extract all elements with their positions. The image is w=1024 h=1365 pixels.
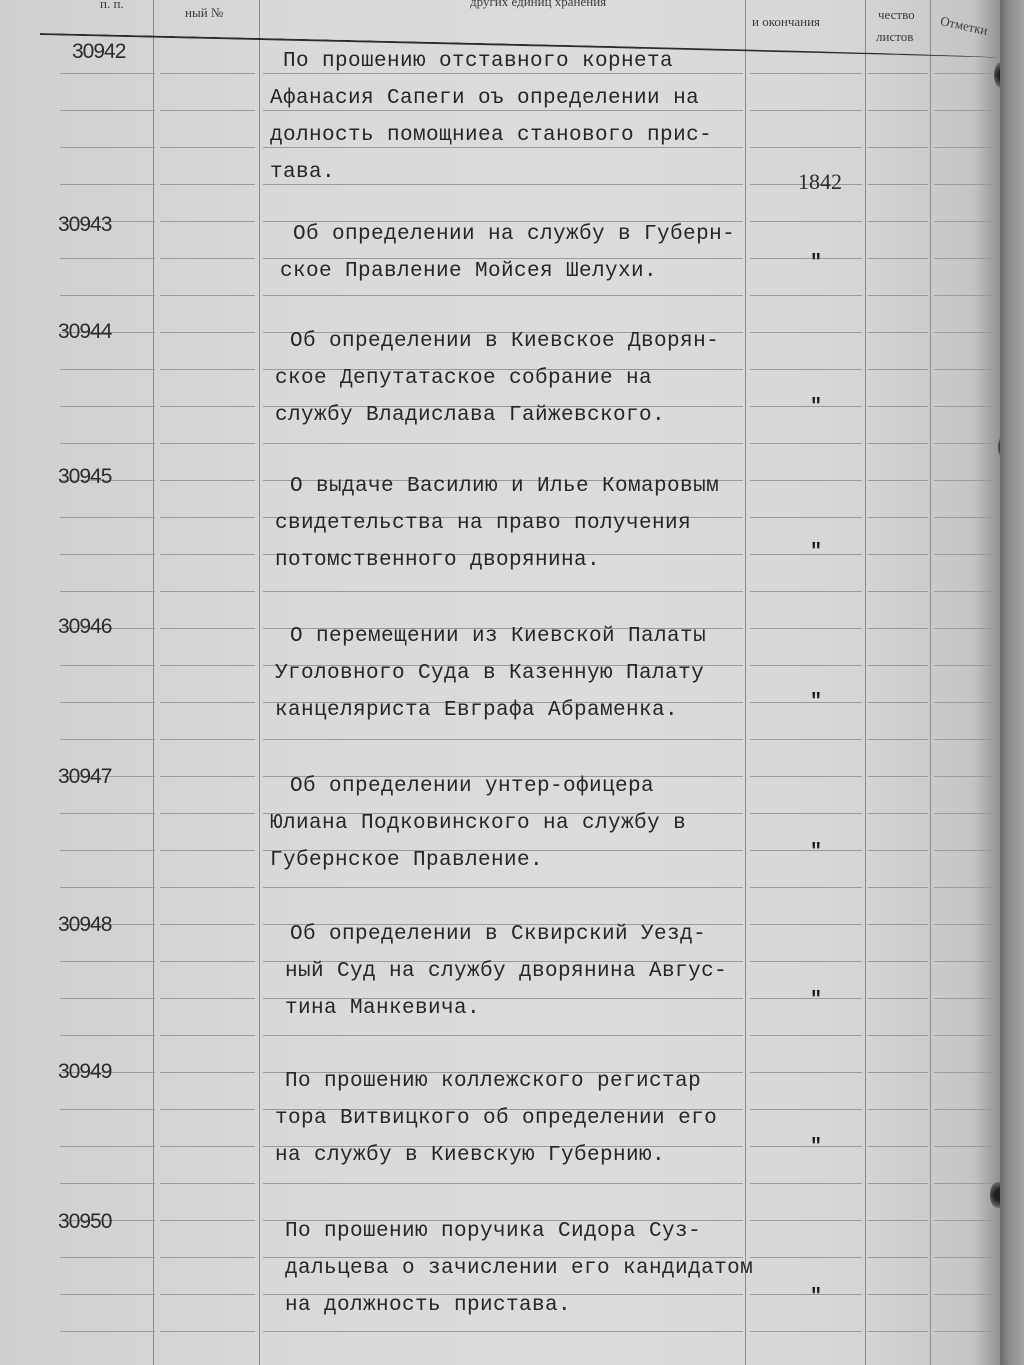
ruled-line bbox=[160, 554, 255, 555]
ruled-line bbox=[160, 665, 255, 666]
ruled-line bbox=[868, 850, 928, 851]
entry-number: 30947 bbox=[58, 765, 112, 788]
ruled-line bbox=[934, 1183, 996, 1184]
ruled-line bbox=[160, 776, 255, 777]
ruled-line bbox=[60, 443, 155, 444]
entry-description-line: ское Депутатаское собрание на bbox=[275, 367, 653, 390]
ruled-line bbox=[750, 813, 862, 814]
entry-description-line: ный Суд на службу дворянина Авгус- bbox=[285, 960, 728, 983]
ruled-line bbox=[750, 1109, 862, 1110]
ruled-line bbox=[934, 739, 996, 740]
ruled-line bbox=[60, 813, 155, 814]
ruled-line bbox=[868, 628, 928, 629]
ruled-line bbox=[868, 1294, 928, 1295]
ruled-line bbox=[868, 887, 928, 888]
header-col-description: других единиц хранения bbox=[470, 0, 607, 9]
ruled-line bbox=[868, 406, 928, 407]
entry-number: 30949 bbox=[58, 1060, 112, 1083]
book-binding-edge bbox=[1000, 0, 1024, 1365]
ruled-line bbox=[263, 258, 743, 259]
ruled-line bbox=[868, 591, 928, 592]
ruled-line bbox=[160, 295, 255, 296]
ruled-line bbox=[868, 480, 928, 481]
ruled-line bbox=[263, 110, 743, 111]
ruled-line bbox=[868, 924, 928, 925]
ruled-line bbox=[60, 517, 155, 518]
ruled-line bbox=[750, 887, 862, 888]
ruled-line bbox=[160, 369, 255, 370]
ruled-line bbox=[263, 295, 743, 296]
ruled-line bbox=[934, 443, 996, 444]
ruled-line bbox=[934, 369, 996, 370]
ruled-line bbox=[160, 813, 255, 814]
entry-date: 1842 bbox=[798, 169, 842, 194]
entry-description-line: О выдаче Василию и Ильe Комаровым bbox=[290, 475, 720, 498]
entry-description-line: тора Витвицкого об определении его bbox=[275, 1107, 718, 1130]
ruled-line bbox=[868, 1220, 928, 1221]
ruled-line bbox=[60, 1146, 155, 1147]
ruled-line bbox=[934, 480, 996, 481]
ruled-line bbox=[750, 369, 862, 370]
entry-description-line: тина Манкевича. bbox=[285, 997, 481, 1020]
header-col-notes: Отметки bbox=[938, 13, 990, 38]
ruled-line bbox=[60, 110, 155, 111]
ditto-mark: " bbox=[810, 396, 823, 419]
entry-description-line: По прошению поручика Сидора Суз- bbox=[285, 1220, 702, 1243]
entry-number: 30944 bbox=[58, 320, 112, 343]
ruled-line bbox=[160, 1072, 255, 1073]
ruled-line bbox=[750, 591, 862, 592]
ruled-line bbox=[934, 147, 996, 148]
ruled-line bbox=[263, 1035, 743, 1036]
ruled-line bbox=[263, 1331, 743, 1332]
ruled-line bbox=[868, 1109, 928, 1110]
ruled-line bbox=[750, 776, 862, 777]
ruled-line bbox=[934, 591, 996, 592]
ruled-line bbox=[160, 1109, 255, 1110]
ruled-line bbox=[934, 961, 996, 962]
ruled-line bbox=[750, 1220, 862, 1221]
ruled-line bbox=[160, 332, 255, 333]
entry-number: 30945 bbox=[58, 465, 112, 488]
ruled-line bbox=[60, 258, 155, 259]
ruled-line bbox=[934, 1220, 996, 1221]
ruled-line bbox=[60, 1183, 155, 1184]
header-col-archive-number: ный № bbox=[185, 5, 224, 20]
ruled-line bbox=[750, 221, 862, 222]
ruled-line bbox=[868, 295, 928, 296]
ruled-line bbox=[750, 295, 862, 296]
ruled-line bbox=[160, 887, 255, 888]
ruled-line bbox=[750, 1146, 862, 1147]
entry-description-line: По прошению коллежского регистар bbox=[285, 1070, 702, 1093]
ruled-line bbox=[868, 554, 928, 555]
entry-description-line: дальцева о зачислении его кандидатом bbox=[285, 1257, 754, 1280]
ruled-line bbox=[868, 517, 928, 518]
ruled-line bbox=[750, 924, 862, 925]
ditto-mark: " bbox=[810, 541, 823, 564]
ditto-mark: " bbox=[810, 989, 823, 1012]
ruled-line bbox=[868, 1072, 928, 1073]
ruled-line bbox=[934, 1257, 996, 1258]
ruled-line bbox=[934, 406, 996, 407]
entry-description-line: ское Правление Мойсея Шелухи. bbox=[280, 260, 658, 283]
ruled-line bbox=[934, 258, 996, 259]
header-col-number: п. п. bbox=[100, 0, 124, 11]
ruled-line bbox=[263, 221, 743, 222]
ruled-line bbox=[60, 702, 155, 703]
ruled-line bbox=[868, 813, 928, 814]
ruled-line bbox=[750, 1257, 862, 1258]
entry-description-line: Об определении в Киевское Дворян- bbox=[290, 330, 720, 353]
ruled-line bbox=[160, 480, 255, 481]
ruled-line bbox=[868, 702, 928, 703]
ruled-line bbox=[868, 1146, 928, 1147]
ruled-line bbox=[868, 147, 928, 148]
ruled-line bbox=[160, 443, 255, 444]
header-col-dates: и окончания bbox=[752, 14, 821, 29]
ruled-line bbox=[934, 665, 996, 666]
entry-description-line: тава. bbox=[270, 161, 336, 184]
ruled-line bbox=[60, 554, 155, 555]
ruled-line bbox=[160, 591, 255, 592]
ruled-line bbox=[60, 1294, 155, 1295]
ruled-line bbox=[868, 1257, 928, 1258]
ruled-line bbox=[60, 961, 155, 962]
ruled-line bbox=[160, 1257, 255, 1258]
ruled-line bbox=[60, 1109, 155, 1110]
ruled-line bbox=[868, 776, 928, 777]
ruled-line bbox=[60, 73, 155, 74]
ruled-line bbox=[60, 406, 155, 407]
ruled-line bbox=[934, 517, 996, 518]
ruled-line bbox=[60, 1331, 155, 1332]
ruled-line bbox=[750, 73, 862, 74]
ruled-line bbox=[750, 1294, 862, 1295]
ruled-line bbox=[934, 110, 996, 111]
ruled-line bbox=[60, 147, 155, 148]
ruled-line bbox=[750, 480, 862, 481]
ruled-line bbox=[60, 295, 155, 296]
ruled-line bbox=[750, 998, 862, 999]
ruled-line bbox=[160, 1183, 255, 1184]
ruled-line bbox=[160, 961, 255, 962]
ditto-mark: " bbox=[810, 252, 823, 275]
ruled-line bbox=[934, 702, 996, 703]
column-rule-5 bbox=[930, 0, 931, 1365]
ruled-line bbox=[750, 1183, 862, 1184]
entry-description-line: Об определении в Сквирский Уезд- bbox=[290, 923, 707, 946]
ruled-line bbox=[160, 1146, 255, 1147]
ditto-mark: " bbox=[810, 1286, 823, 1309]
ruled-line bbox=[934, 887, 996, 888]
ruled-line bbox=[868, 184, 928, 185]
ruled-line bbox=[934, 998, 996, 999]
ruled-line bbox=[160, 739, 255, 740]
ruled-line bbox=[60, 665, 155, 666]
entry-description-line: Афанасия Сапеги оъ определении на bbox=[270, 87, 700, 110]
ruled-line bbox=[750, 1331, 862, 1332]
entry-number: 30943 bbox=[58, 213, 112, 236]
ruled-line bbox=[934, 628, 996, 629]
entry-number: 30946 bbox=[58, 615, 112, 638]
ruled-line bbox=[750, 1035, 862, 1036]
ruled-line bbox=[263, 184, 743, 185]
column-rule-4 bbox=[865, 0, 866, 1365]
ruled-line bbox=[934, 1072, 996, 1073]
ruled-line bbox=[60, 1035, 155, 1036]
ruled-line bbox=[934, 73, 996, 74]
ruled-line bbox=[868, 332, 928, 333]
ruled-line bbox=[750, 961, 862, 962]
ruled-line bbox=[934, 332, 996, 333]
ruled-line bbox=[750, 1072, 862, 1073]
ruled-line bbox=[868, 443, 928, 444]
ruled-line bbox=[750, 702, 862, 703]
ruled-line bbox=[750, 332, 862, 333]
ruled-line bbox=[934, 1146, 996, 1147]
ruled-line bbox=[60, 1257, 155, 1258]
ruled-line bbox=[60, 850, 155, 851]
ruled-line bbox=[868, 998, 928, 999]
ruled-line bbox=[868, 739, 928, 740]
entry-description-line: Об определении унтер-офицера bbox=[290, 775, 655, 798]
ruled-line bbox=[160, 1331, 255, 1332]
ruled-line bbox=[750, 554, 862, 555]
ruled-line bbox=[160, 924, 255, 925]
ruled-line bbox=[868, 110, 928, 111]
ruled-line bbox=[160, 1220, 255, 1221]
entry-description-line: канцеляриста Евграфа Абраменка. bbox=[275, 699, 679, 722]
ditto-mark: " bbox=[810, 841, 823, 864]
ruled-line bbox=[934, 1331, 996, 1332]
ruled-line bbox=[263, 887, 743, 888]
entry-description-line: Уголовного Суда в Казенную Палату bbox=[275, 662, 705, 685]
ruled-line bbox=[750, 110, 862, 111]
entry-description-line: свидетельства на право получения bbox=[275, 512, 692, 535]
ruled-line bbox=[868, 961, 928, 962]
ruled-line bbox=[60, 887, 155, 888]
ruled-line bbox=[60, 184, 155, 185]
ruled-line bbox=[934, 924, 996, 925]
ruled-line bbox=[263, 591, 743, 592]
ruled-line bbox=[750, 665, 862, 666]
ruled-line bbox=[868, 258, 928, 259]
ruled-line bbox=[160, 221, 255, 222]
ruled-line bbox=[60, 591, 155, 592]
ruled-line bbox=[60, 998, 155, 999]
ruled-line bbox=[263, 739, 743, 740]
entry-number: 30942 bbox=[72, 40, 126, 63]
ruled-line bbox=[160, 258, 255, 259]
ruled-line bbox=[160, 73, 255, 74]
ruled-line bbox=[750, 258, 862, 259]
entry-number: 30948 bbox=[58, 913, 112, 936]
ruled-line bbox=[160, 1294, 255, 1295]
ruled-line bbox=[750, 739, 862, 740]
entry-description-line: По прошению отставного корнета bbox=[283, 50, 674, 73]
ruled-line bbox=[868, 1331, 928, 1332]
ruled-line bbox=[263, 1183, 743, 1184]
header-col-sheets-2: листов bbox=[876, 29, 914, 44]
ruled-line bbox=[160, 517, 255, 518]
ruled-line bbox=[934, 184, 996, 185]
ruled-line bbox=[60, 369, 155, 370]
ruled-line bbox=[868, 1035, 928, 1036]
ruled-line bbox=[750, 517, 862, 518]
ruled-line bbox=[934, 221, 996, 222]
ruled-line bbox=[750, 147, 862, 148]
ruled-line bbox=[934, 554, 996, 555]
ruled-line bbox=[934, 813, 996, 814]
column-rule-2 bbox=[259, 0, 260, 1365]
ruled-line bbox=[750, 628, 862, 629]
column-rule-1 bbox=[153, 0, 154, 1365]
ruled-line bbox=[60, 739, 155, 740]
ruled-line bbox=[868, 73, 928, 74]
entry-description-line: Об определении на службу в Губерн- bbox=[293, 223, 736, 246]
ruled-line bbox=[934, 1294, 996, 1295]
entry-description-line: Юлиана Подковинского на службу в bbox=[270, 812, 687, 835]
ruled-line bbox=[868, 221, 928, 222]
ruled-line bbox=[868, 665, 928, 666]
ruled-line bbox=[160, 1035, 255, 1036]
ruled-line bbox=[934, 1109, 996, 1110]
entry-description-line: долность помощниеа станового прис- bbox=[270, 124, 713, 147]
entry-number: 30950 bbox=[58, 1210, 112, 1233]
ruled-line bbox=[750, 850, 862, 851]
ruled-line bbox=[263, 73, 743, 74]
ruled-line bbox=[750, 443, 862, 444]
ruled-line bbox=[160, 184, 255, 185]
entry-description-line: на службу в Киевскую Губернию. bbox=[275, 1144, 666, 1167]
entry-description-line: О перемещении из Киевской Палаты bbox=[290, 625, 707, 648]
entry-description-line: на должность пристава. bbox=[285, 1294, 572, 1317]
ruled-line bbox=[934, 295, 996, 296]
ruled-line bbox=[160, 702, 255, 703]
ruled-line bbox=[868, 369, 928, 370]
ruled-line bbox=[263, 147, 743, 148]
header-col-sheets-1: чество bbox=[878, 7, 915, 22]
ruled-line bbox=[160, 406, 255, 407]
ruled-line bbox=[160, 998, 255, 999]
ruled-line bbox=[160, 850, 255, 851]
ruled-line bbox=[868, 1183, 928, 1184]
ruled-line bbox=[160, 110, 255, 111]
ruled-line bbox=[160, 628, 255, 629]
ruled-line bbox=[160, 147, 255, 148]
ditto-mark: " bbox=[810, 1136, 823, 1159]
ruled-line bbox=[263, 443, 743, 444]
ruled-line bbox=[934, 1035, 996, 1036]
ditto-mark: " bbox=[810, 691, 823, 714]
entry-description-line: потомственного дворянина. bbox=[275, 549, 601, 572]
entry-description-line: службу Владислава Гайжевского. bbox=[275, 404, 666, 427]
column-rule-3 bbox=[745, 0, 746, 1365]
ruled-line bbox=[750, 406, 862, 407]
entry-description-line: Губернское Правление. bbox=[270, 849, 544, 872]
ruled-line bbox=[934, 850, 996, 851]
ruled-line bbox=[934, 776, 996, 777]
